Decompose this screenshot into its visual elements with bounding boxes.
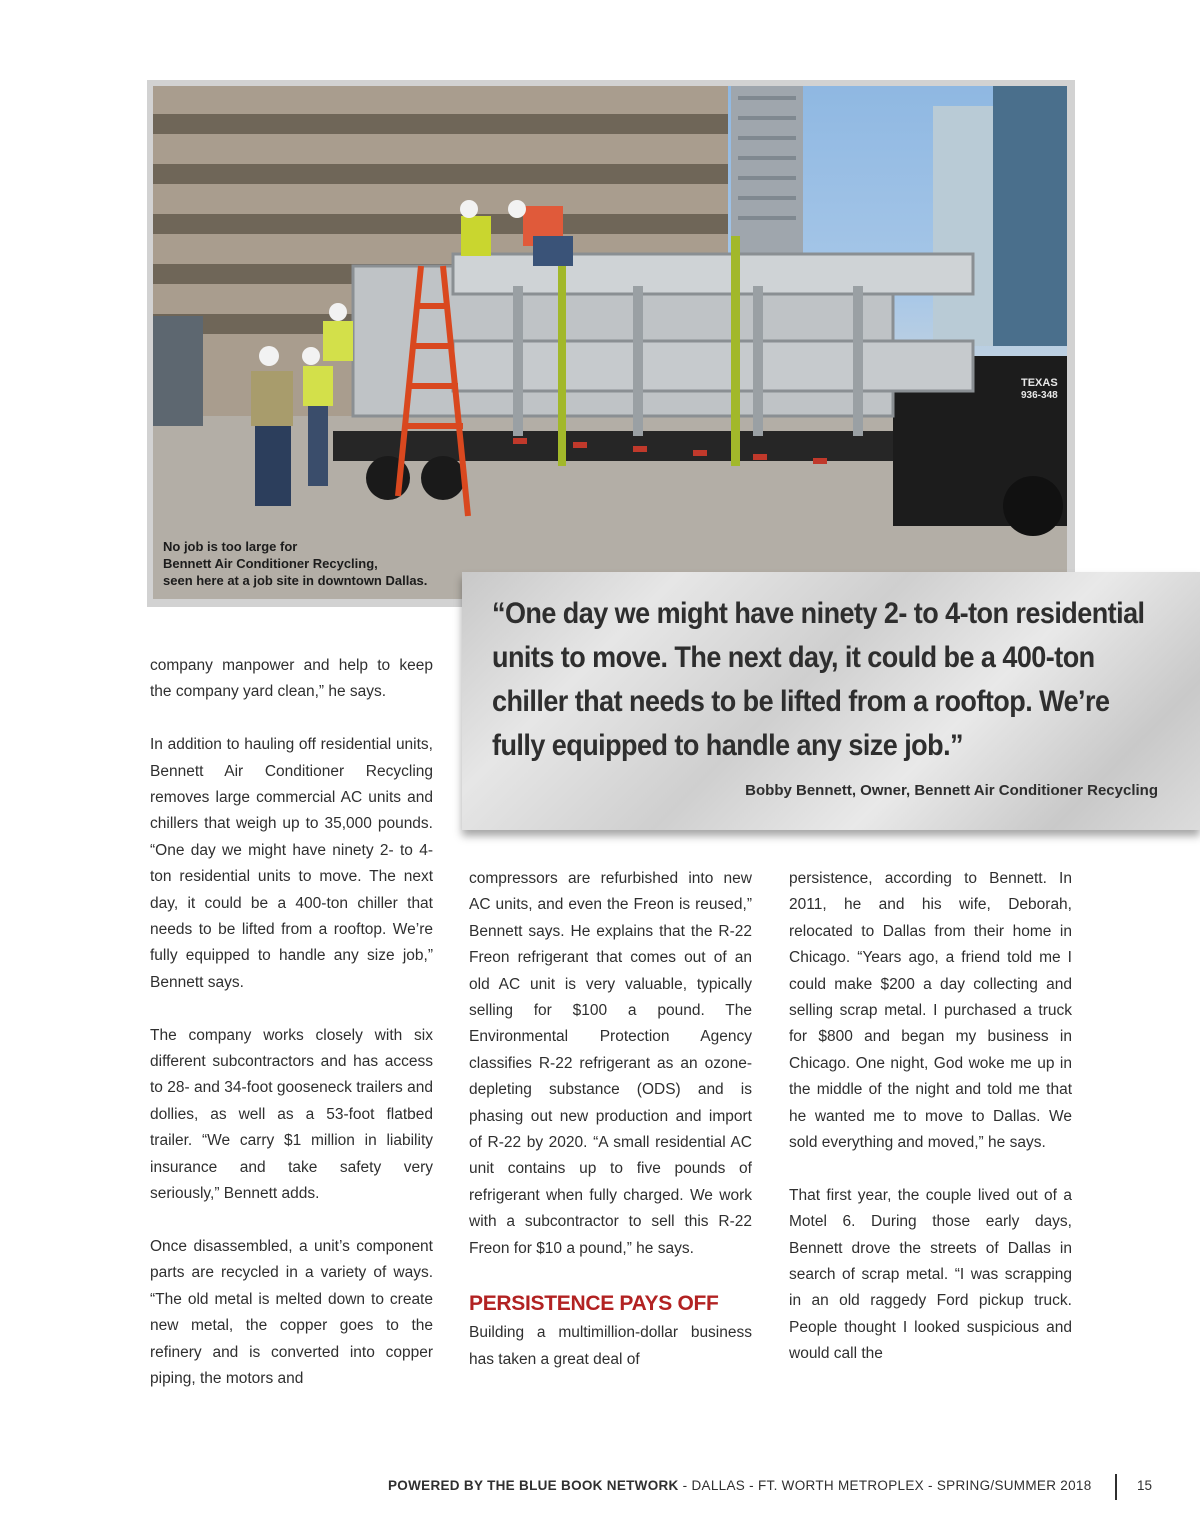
photo-caption (163, 538, 483, 589)
job-site-illustration (153, 86, 1067, 599)
caption-line: No job is too large for (163, 539, 298, 554)
paragraph: persistence, according to Bennett. In 2011, he and his wife, Deborah, relocated to Dallas from their home in Chicago. “Years ago, a friend told me I could make $200 a day collecting and selling scrap metal. I purchased a truck for $800 and began my business in Chicago. One night, God woke me up in the middle of the night and told me that he wanted me to move to Dallas. We sold everything and moved,” he says. (789, 870, 1072, 1152)
caption-line: Bennett Air Conditioner Recycling, (163, 556, 378, 571)
paragraph: company manpower and help to keep the company yard clean,” he says. (150, 657, 433, 701)
paragraph: That first year, the couple lived out of a Motel 6. During those early days, Bennett drove the streets of Dallas in search of scrap metal. “I was scrapping in an old raggedy Ford pickup truck. People thought I looked suspicious and would call the (789, 1186, 1072, 1363)
article-column-1 (150, 653, 433, 1419)
article-column-2 (469, 866, 752, 1400)
footer-publisher: POWERED BY THE BLUE BOOK NETWORK (388, 1478, 679, 1493)
truck-sign-line-2: 936-348 (1021, 390, 1058, 401)
pull-quote-text: “One day we might have ninety 2- to 4-ton residential units to move. The next day, it could be a 400-ton chiller that needs to be lifted from a rooftop. We’re fully equipped to handle any size job.” (492, 597, 1145, 762)
page-footer (388, 1478, 1092, 1493)
paragraph: In addition to hauling off residential units, Bennett Air Conditioner Recycling removes large commercial AC units and chillers that weigh up to 35,000 pounds. “One day we might have ninety 2- to 4-ton residential units to move. The next day, it could be a 400-ton chiller that needs to be lifted from a rooftop. We’re fully equipped to handle any size job,” Bennett says. (150, 736, 433, 991)
footer-divider (1115, 1474, 1117, 1500)
pull-quote-attribution: Bobby Bennett, Owner, Bennett Air Conditioner Recycling (745, 782, 1158, 799)
footer-edition: - DALLAS - FT. WORTH METROPLEX - SPRING/SUMMER 2018 (678, 1478, 1092, 1493)
paragraph: Once disassembled, a unit’s component parts are recycled in a variety of ways. “The old metal is melted down to create new metal, the copper goes to the refinery and is converted into copper piping, the motors and (150, 1237, 433, 1387)
job-site-photo (153, 86, 1067, 599)
paragraph: The company works closely with six different subcontractors and has access to 28- and 34-foot gooseneck trailers and dollies, as well as a 53-foot flatbed trailer. “We carry $1 million in liability insurance and take safety very seriously,” Bennett adds. (150, 1026, 433, 1203)
paragraph: Building a multimillion-dollar business has taken a great deal of (469, 1324, 752, 1368)
photo-frame (147, 80, 1075, 607)
truck-sign-line-1: TEXAS (1021, 377, 1058, 389)
pull-quote-box (462, 572, 1200, 830)
section-subhead: PERSISTENCE PAYS OFF (469, 1292, 719, 1316)
caption-line: seen here at a job site in downtown Dallas. (163, 573, 428, 588)
paragraph: compressors are refurbished into new AC units, and even the Freon is reused,” Bennett says. He explains that the R-22 Freon refrigerant that comes out of an old AC unit is very valuable, typically selling for $100 a pound. The Environmental Protection Agency classifies R-22 refrigerant as an ozone-depleting substance (ODS) and is phasing out new production and import of R-22 by 2020. “A small residential AC unit contains up to five pounds of refrigerant when fully charged. We work with a subcontractor to sell this R-22 Freon for $10 a pound,” he says. (469, 870, 752, 1257)
page-number: 15 (1137, 1478, 1153, 1493)
article-column-3 (789, 866, 1072, 1394)
